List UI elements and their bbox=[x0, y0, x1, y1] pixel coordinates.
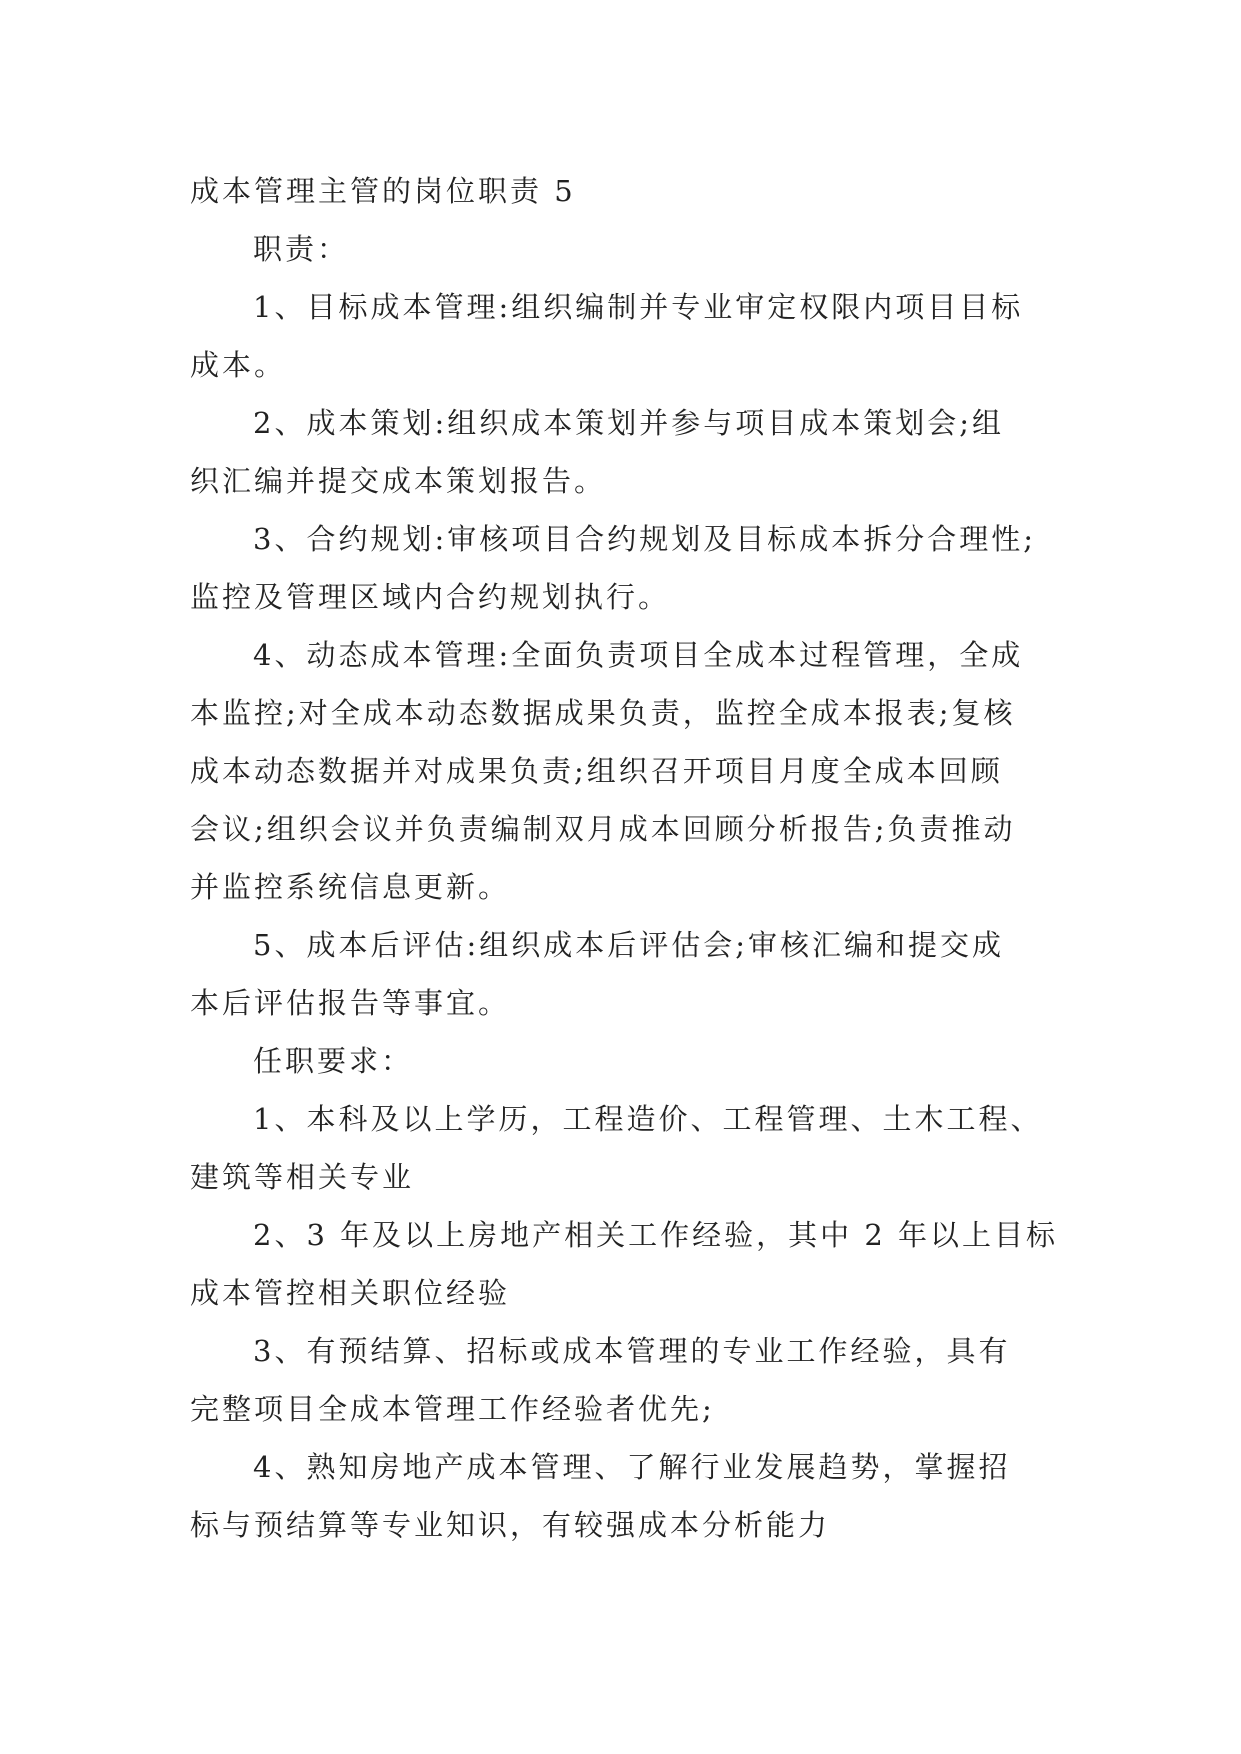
paragraph-line: 5、成本后评估:组织成本后评估会;审核汇编和提交成 bbox=[253, 928, 1004, 962]
paragraph-line: 3、合约规划:审核项目合约规划及目标成本拆分合理性; bbox=[253, 522, 1036, 556]
requirement-item-2 bbox=[190, 1206, 1059, 1322]
paragraph-line: 织汇编并提交成本策划报告。 bbox=[190, 464, 607, 498]
duty-item-3 bbox=[190, 510, 1050, 626]
requirement-item-4 bbox=[190, 1438, 1050, 1554]
paragraph-line: 监控及管理区域内合约规划执行。 bbox=[190, 580, 671, 614]
paragraph-line: 完整项目全成本管理工作经验者优先; bbox=[190, 1392, 715, 1426]
paragraph-line: 成本管控相关职位经验 bbox=[190, 1276, 511, 1310]
paragraph-line: 本后评估报告等事宜。 bbox=[190, 986, 511, 1020]
duty-item-1 bbox=[190, 278, 1050, 394]
requirement-item-1 bbox=[190, 1090, 1050, 1206]
paragraph-line: 3、有预结算、招标或成本管理的专业工作经验，具有 bbox=[253, 1334, 1011, 1368]
document-body bbox=[190, 162, 1059, 1554]
paragraph-line: 1、本科及以上学历，工程造价、工程管理、土木工程、 bbox=[253, 1102, 1043, 1136]
duty-item-5 bbox=[190, 916, 1050, 1032]
paragraph-line: 4、熟知房地产成本管理、了解行业发展趋势，掌握招 bbox=[253, 1450, 1011, 1484]
paragraph-line: 本监控;对全成本动态数据成果负责，监控全成本报表;复核 bbox=[190, 696, 1016, 730]
paragraph-line: 2、3 年及以上房地产相关工作经验，其中 2 年以上目标 bbox=[253, 1218, 1059, 1252]
requirement-item-3 bbox=[190, 1322, 1050, 1438]
duty-item-4 bbox=[190, 626, 1050, 916]
paragraph-line: 会议;组织会议并负责编制双月成本回顾分析报告;负责推动 bbox=[190, 812, 1016, 846]
paragraph-line: 4、动态成本管理:全面负责项目全成本过程管理，全成 bbox=[253, 638, 1024, 672]
paragraph-line: 2、成本策划:组织成本策划并参与项目成本策划会;组 bbox=[253, 406, 1004, 440]
paragraph-line: 1、目标成本管理:组织编制并专业审定权限内项目目标 bbox=[253, 290, 1024, 324]
paragraph-line: 标与预结算等专业知识，有较强成本分析能力 bbox=[190, 1508, 831, 1542]
duty-item-2 bbox=[190, 394, 1050, 510]
section-heading-duties: 职责： bbox=[253, 232, 350, 266]
paragraph-line: 并监控系统信息更新。 bbox=[190, 870, 511, 904]
paragraph-line: 成本。 bbox=[190, 348, 287, 382]
section-heading-requirements: 任职要求： bbox=[253, 1044, 414, 1078]
paragraph-line: 成本动态数据并对成果负责;组织召开项目月度全成本回顾 bbox=[190, 754, 1003, 788]
document-title: 成本管理主管的岗位职责 5 bbox=[190, 174, 576, 208]
paragraph-line: 建筑等相关专业 bbox=[190, 1160, 415, 1194]
